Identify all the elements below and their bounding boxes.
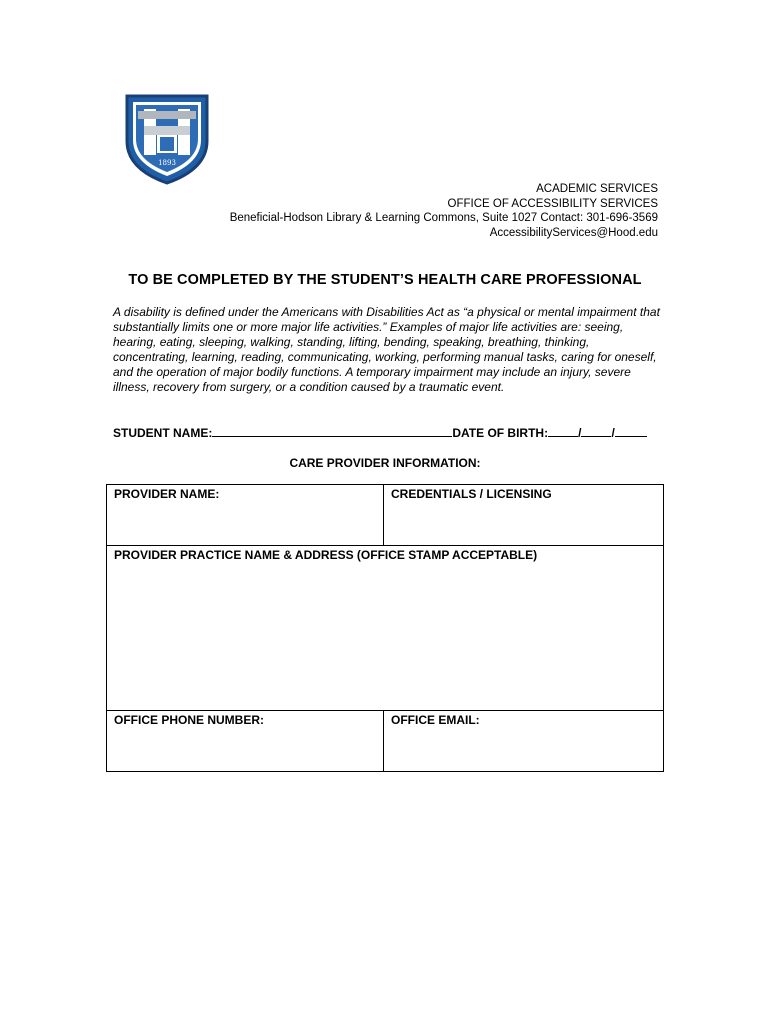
dob-separator: /: [578, 426, 582, 440]
hood-college-shield-logo: [124, 93, 210, 185]
page-title: TO BE COMPLETED BY THE STUDENT’S HEALTH CARE PROFESSIONAL: [128, 272, 642, 288]
table-row: [107, 711, 663, 771]
student-info-line: [113, 425, 647, 440]
credentials-label: CREDENTIALS / LICENSING: [391, 487, 552, 501]
student-name-field[interactable]: [212, 425, 452, 437]
provider-name-cell[interactable]: [107, 485, 384, 545]
office-email-label: OFFICE EMAIL:: [391, 713, 480, 727]
header-line-academic-services: ACADEMIC SERVICES: [536, 183, 658, 195]
practice-address-cell[interactable]: [107, 546, 663, 710]
practice-address-label: PROVIDER PRACTICE NAME & ADDRESS (OFFICE STAMP ACCEPTABLE): [114, 548, 538, 562]
dob-day-field[interactable]: [581, 425, 611, 437]
office-header: [158, 182, 658, 240]
table-row: [107, 485, 663, 546]
table-row: [107, 546, 663, 711]
dob-year-field[interactable]: [615, 425, 647, 437]
header-line-office: OFFICE OF ACCESSIBILITY SERVICES: [447, 197, 658, 210]
header-line-location-contact: Beneficial-Hodson Library & Learning Commons, Suite 1027 Contact: 301-696-3569: [229, 212, 658, 224]
credentials-cell[interactable]: [384, 485, 663, 545]
office-email-cell[interactable]: [384, 711, 663, 771]
office-phone-cell[interactable]: [107, 711, 384, 771]
disability-definition: A disability is defined under the Americans with Disabilities Act as “a physical or mental impairment that substantially limits one or more major life activities.” Examples of major life activities are: seeing, hearing, eating, sleeping, walking, standing, lifting, bending, speaking, breathing, thinking, concentrating, learning, reading, communicating, working, performing manual tasks, caring for oneself, and the operation of major bodily functions. A temporary impairment may include an injury, severe illness, recovery from surgery, or a condition caused by a traumatic event.: [113, 305, 660, 394]
provider-name-label: PROVIDER NAME:: [114, 487, 220, 501]
header-line-email: AccessibilityServices@Hood.edu: [489, 226, 658, 239]
dob-separator: /: [611, 426, 615, 440]
care-provider-heading: CARE PROVIDER INFORMATION:: [289, 456, 481, 470]
provider-info-table: [106, 484, 664, 772]
student-name-label: STUDENT NAME:: [113, 426, 213, 440]
dob-month-field[interactable]: [548, 425, 578, 437]
logo-year: 1893: [158, 159, 176, 167]
office-phone-label: OFFICE PHONE NUMBER:: [114, 713, 264, 727]
dob-label: DATE OF BIRTH:: [452, 426, 549, 440]
